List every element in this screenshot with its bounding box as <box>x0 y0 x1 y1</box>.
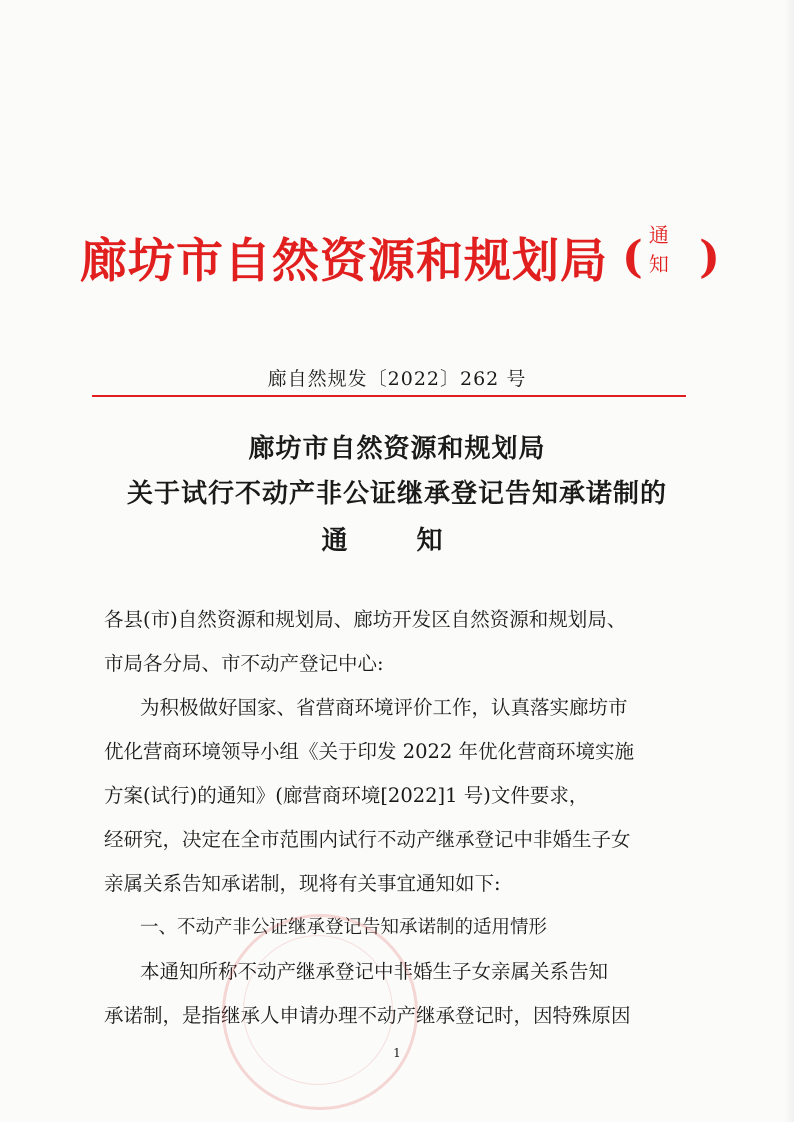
bleed-through-text <box>80 140 740 154</box>
document-title-line-2: 关于试行不动产非公证继承登记告知承诺制的 <box>126 479 667 509</box>
section-1-heading: 一、不动产非公证继承登记告知承诺制的适用情形 <box>140 917 548 938</box>
letterhead <box>80 222 720 292</box>
bleed-through-text <box>80 96 740 110</box>
paragraph-1-line-4: 经研究，决定在全市范围内试行不动产继承登记中非婚生子女 <box>104 828 631 851</box>
official-seal-ghost <box>222 914 418 1110</box>
recipients-line-2: 市局各分局、市不动产登记中心: <box>104 652 384 675</box>
bleed-through-text <box>80 180 740 194</box>
document-number: 廊自然规发〔2022〕262 号 <box>267 368 527 390</box>
paragraph-2-line-2: 承诺制，是指继承人申请办理不动产继承登记时，因特殊原因 <box>104 1004 631 1027</box>
document-title-line-1: 廊坊市自然资源和规划局 <box>248 434 546 464</box>
bleed-through-text <box>80 300 740 314</box>
paragraph-1-line-5: 亲属关系告知承诺制，现将有关事宜通知如下: <box>104 872 501 895</box>
paragraph-1-line-2: 优化营商环境领导小组《关于印发 2022 年优化营商环境实施 <box>104 740 635 763</box>
letterhead-paren-open: ( <box>622 231 643 283</box>
paragraph-1-line-3: 方案(试行)的通知》(廊营商环境[2022]1 号)文件要求， <box>104 784 589 807</box>
letterhead-notice-mark: 通知 <box>648 223 669 276</box>
letterhead-paren-close: ) <box>699 231 720 283</box>
official-seal-inner-ring <box>243 935 393 1085</box>
scan-edge-shadow <box>784 0 794 1122</box>
bleed-through-text <box>80 342 740 356</box>
recipients-line-1: 各县(市)自然资源和规划局、廊坊开发区自然资源和规划局、 <box>104 608 627 631</box>
red-divider-line <box>92 395 686 397</box>
paragraph-2-line-1: 本通知所称不动产继承登记中非婚生子女亲属关系告知 <box>140 960 609 983</box>
page-number: 1 <box>393 1046 401 1060</box>
document-title-line-3: 通 知 <box>321 526 473 556</box>
issuing-organization: 廊坊市自然资源和规划局 <box>80 233 608 289</box>
paragraph-1-line-1: 为积极做好国家、省营商环境评价工作，认真落实廊坊市 <box>140 696 628 719</box>
